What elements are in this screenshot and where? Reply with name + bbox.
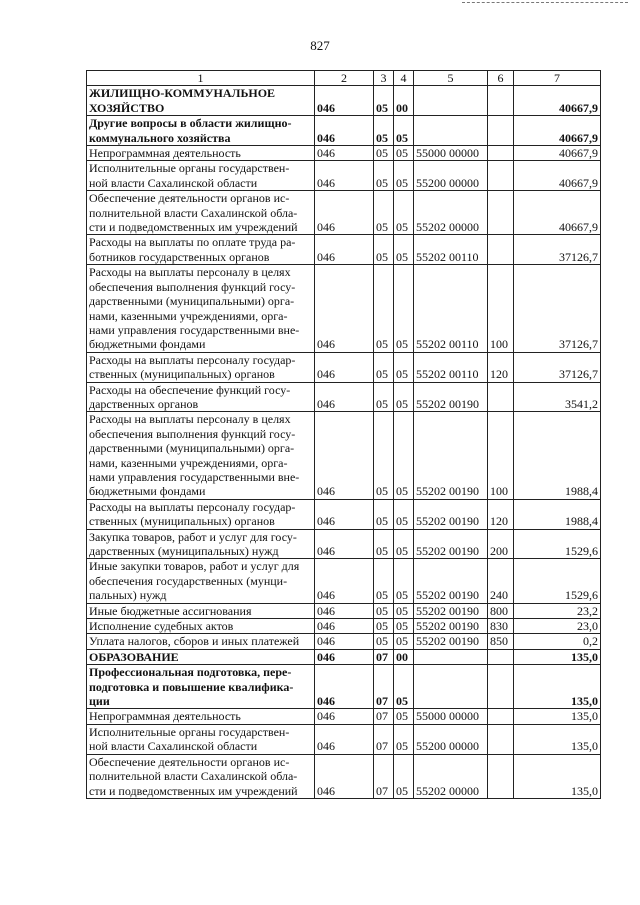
amount: 0,2: [514, 634, 601, 649]
target-article-code: 55202 00110: [414, 352, 488, 382]
row-name: [87, 235, 315, 265]
row-name-line: Расходы на выплаты персоналу в целях: [89, 265, 291, 280]
amount: 1529,6: [514, 559, 601, 603]
ministry-code: 046: [315, 603, 374, 618]
amount: 37126,7: [514, 352, 601, 382]
table-row: [87, 235, 601, 265]
row-name: [87, 709, 315, 724]
subsection-code: 05: [394, 603, 414, 618]
section-code: 05: [374, 529, 394, 559]
target-article-code: 55202 00190: [414, 619, 488, 634]
row-name-line: Непрограммная деятельность: [89, 146, 241, 161]
row-name: [87, 603, 315, 618]
row-name: [87, 665, 315, 709]
row-name-line: сти и подведомственных им учреждений: [89, 220, 298, 235]
section-code: 05: [374, 603, 394, 618]
row-name: [87, 161, 315, 191]
target-article-code: 55202 00190: [414, 529, 488, 559]
section-code: 05: [374, 382, 394, 412]
row-name-line: Расходы на выплаты персоналу государ-: [89, 352, 296, 367]
section-code: 05: [374, 412, 394, 499]
section-code: 05: [374, 619, 394, 634]
row-name-line: Расходы на выплаты персоналу в целях: [89, 412, 291, 427]
row-name-line: подготовка и повышение квалифика-: [89, 679, 294, 694]
ministry-code: 046: [315, 161, 374, 191]
table-row: [87, 499, 601, 529]
row-name: [87, 559, 315, 603]
ministry-code: 046: [315, 86, 374, 116]
row-name-line: бюджетными фондами: [89, 337, 206, 352]
expense-type-code: [488, 86, 514, 116]
row-name: [87, 724, 315, 754]
subsection-code: 05: [394, 352, 414, 382]
row-name-line: Профессиональная подготовка, пере-: [89, 665, 292, 680]
column-numbers-row: [87, 71, 601, 86]
target-article-code: 55202 00000: [414, 191, 488, 235]
section-code: 05: [374, 116, 394, 146]
amount: 23,2: [514, 603, 601, 618]
subsection-code: 05: [394, 412, 414, 499]
row-name: [87, 619, 315, 634]
subsection-code: 05: [394, 559, 414, 603]
row-name-line: Другие вопросы в области жилищно-: [89, 116, 292, 131]
table-row: [87, 86, 601, 116]
row-name-line: ной власти Сахалинской области: [89, 739, 258, 754]
row-name-line: дарственными (муниципальными) орга-: [89, 441, 295, 456]
row-name-line: Обеспечение деятельности органов ис-: [89, 191, 290, 206]
ministry-code: 046: [315, 665, 374, 709]
ministry-code: 046: [315, 352, 374, 382]
target-article-code: 55202 00110: [414, 235, 488, 265]
row-name-line: Иные закупки товаров, работ и услуг для: [89, 559, 300, 574]
expense-type-code: [488, 724, 514, 754]
amount: 135,0: [514, 665, 601, 709]
ministry-code: 046: [315, 649, 374, 664]
row-name-line: коммунального хозяйства: [89, 130, 231, 145]
ministry-code: 046: [315, 709, 374, 724]
top-rule: [462, 2, 628, 3]
row-name: [87, 352, 315, 382]
ministry-code: 046: [315, 265, 374, 352]
row-name-line: Обеспечение деятельности органов ис-: [89, 754, 290, 769]
column-number: 5: [414, 71, 488, 86]
row-name-line: Исполнительные органы государствен-: [89, 724, 290, 739]
target-article-code: 55202 00190: [414, 559, 488, 603]
subsection-code: 05: [394, 754, 414, 798]
section-code: 05: [374, 499, 394, 529]
amount: 40667,9: [514, 191, 601, 235]
target-article-code: 55202 00190: [414, 412, 488, 499]
target-article-code: 55202 00190: [414, 382, 488, 412]
expense-type-code: [488, 382, 514, 412]
target-article-code: [414, 649, 488, 664]
column-number: 1: [87, 71, 315, 86]
amount: 135,0: [514, 709, 601, 724]
row-name-line: Уплата налогов, сборов и иных платежей: [89, 634, 300, 649]
column-number: 4: [394, 71, 414, 86]
row-name: [87, 649, 315, 664]
amount: 40667,9: [514, 116, 601, 146]
ministry-code: 046: [315, 754, 374, 798]
expense-type-code: [488, 754, 514, 798]
section-code: 05: [374, 235, 394, 265]
row-name: [87, 86, 315, 116]
row-name-line: ботников государственных органов: [89, 249, 270, 264]
table-row: [87, 724, 601, 754]
ministry-code: 046: [315, 382, 374, 412]
row-name: [87, 265, 315, 352]
subsection-code: 05: [394, 382, 414, 412]
ministry-code: 046: [315, 529, 374, 559]
subsection-code: 05: [394, 265, 414, 352]
subsection-code: 05: [394, 634, 414, 649]
amount: 135,0: [514, 724, 601, 754]
expense-type-code: 200: [488, 529, 514, 559]
row-name: [87, 116, 315, 146]
table-row: [87, 265, 601, 352]
target-article-code: 55000 00000: [414, 709, 488, 724]
row-name-line: обеспечения выполнения функций госу-: [89, 426, 296, 441]
budget-table: [86, 70, 601, 799]
table-row: [87, 619, 601, 634]
row-name-line: ции: [89, 694, 110, 709]
target-article-code: 55202 00190: [414, 499, 488, 529]
table-row: [87, 352, 601, 382]
expense-type-code: 800: [488, 603, 514, 618]
row-name-line: полнительной власти Сахалинской обла-: [89, 769, 298, 784]
expense-type-code: [488, 709, 514, 724]
target-article-code: 55200 00000: [414, 724, 488, 754]
expense-type-code: [488, 649, 514, 664]
amount: 40667,9: [514, 161, 601, 191]
section-code: 07: [374, 665, 394, 709]
subsection-code: 05: [394, 529, 414, 559]
ministry-code: 046: [315, 634, 374, 649]
page-number: 827: [310, 38, 330, 53]
ministry-code: 046: [315, 724, 374, 754]
row-name-line: Исполнительные органы государствен-: [89, 161, 290, 176]
subsection-code: 05: [394, 146, 414, 161]
row-name-line: Расходы на выплаты по оплате труда ра-: [89, 235, 296, 250]
row-name: [87, 529, 315, 559]
subsection-code: 05: [394, 116, 414, 146]
ministry-code: 046: [315, 559, 374, 603]
row-name-line: нами управления государственными вне-: [89, 469, 300, 484]
subsection-code: 05: [394, 665, 414, 709]
target-article-code: [414, 116, 488, 146]
row-name-line: Иные бюджетные ассигнования: [89, 603, 252, 618]
row-name: [87, 191, 315, 235]
row-name-line: ственных (муниципальных) органов: [89, 514, 275, 529]
row-name: [87, 382, 315, 412]
target-article-code: 55202 00000: [414, 754, 488, 798]
amount: 37126,7: [514, 265, 601, 352]
row-name-line: ственных (муниципальных) органов: [89, 367, 275, 382]
amount: 1529,6: [514, 529, 601, 559]
subsection-code: 05: [394, 499, 414, 529]
section-code: 05: [374, 146, 394, 161]
row-name: [87, 146, 315, 161]
amount: 135,0: [514, 754, 601, 798]
subsection-code: 05: [394, 235, 414, 265]
row-name-line: дарственных органов: [89, 396, 199, 411]
subsection-code: 05: [394, 724, 414, 754]
expense-type-code: 100: [488, 412, 514, 499]
row-name: [87, 754, 315, 798]
table-row: [87, 529, 601, 559]
section-code: 07: [374, 709, 394, 724]
expense-type-code: 120: [488, 499, 514, 529]
row-name-line: Расходы на обеспечение функций госу-: [89, 382, 291, 397]
target-article-code: 55202 00110: [414, 265, 488, 352]
row-name-line: обеспечения выполнения функций госу-: [89, 279, 296, 294]
amount: 1988,4: [514, 412, 601, 499]
row-name-line: дарственных (муниципальных) нужд: [89, 544, 279, 558]
expense-type-code: [488, 146, 514, 161]
expense-type-code: 100: [488, 265, 514, 352]
row-name-line: дарственными (муниципальными) орга-: [89, 294, 295, 309]
target-article-code: 55202 00190: [414, 634, 488, 649]
ministry-code: 046: [315, 146, 374, 161]
table-row: [87, 191, 601, 235]
target-article-code: 55202 00190: [414, 603, 488, 618]
amount: 40667,9: [514, 86, 601, 116]
expense-type-code: [488, 235, 514, 265]
amount: 23,0: [514, 619, 601, 634]
expense-type-code: [488, 161, 514, 191]
column-number: 3: [374, 71, 394, 86]
column-number: 2: [315, 71, 374, 86]
row-name-line: ной власти Сахалинской области: [89, 175, 258, 190]
table-row: [87, 146, 601, 161]
row-name-line: пальных) нужд: [89, 588, 167, 603]
section-code: 05: [374, 161, 394, 191]
subsection-code: 05: [394, 709, 414, 724]
expense-type-code: 830: [488, 619, 514, 634]
subsection-code: 05: [394, 619, 414, 634]
subsection-code: 00: [394, 86, 414, 116]
ministry-code: 046: [315, 499, 374, 529]
section-code: 05: [374, 634, 394, 649]
row-name-line: Непрограммная деятельность: [89, 709, 241, 724]
expense-type-code: [488, 191, 514, 235]
section-code: 07: [374, 724, 394, 754]
section-code: 05: [374, 86, 394, 116]
subsection-code: 00: [394, 649, 414, 664]
amount: 1988,4: [514, 499, 601, 529]
amount: 135,0: [514, 649, 601, 664]
table-row: [87, 649, 601, 664]
expense-type-code: 850: [488, 634, 514, 649]
expense-type-code: 240: [488, 559, 514, 603]
ministry-code: 046: [315, 116, 374, 146]
column-number: 7: [514, 71, 601, 86]
table-row: [87, 559, 601, 603]
section-code: 05: [374, 352, 394, 382]
expense-type-code: [488, 665, 514, 709]
row-name: [87, 412, 315, 499]
row-name-line: нами, казенными учреждениями, орга-: [89, 455, 288, 470]
table-row: [87, 603, 601, 618]
row-name-line: полнительной власти Сахалинской обла-: [89, 205, 298, 220]
amount: 40667,9: [514, 146, 601, 161]
subsection-code: 05: [394, 191, 414, 235]
table-row: [87, 161, 601, 191]
target-article-code: 55000 00000: [414, 146, 488, 161]
row-name-line: ЖИЛИЩНО-КОММУНАЛЬНОЕ: [89, 86, 276, 101]
row-name: [87, 634, 315, 649]
row-name-line: ХОЗЯЙСТВО: [89, 100, 165, 115]
row-name-line: нами управления государственными вне-: [89, 322, 300, 337]
target-article-code: 55200 00000: [414, 161, 488, 191]
table-row: [87, 754, 601, 798]
table-row: [87, 412, 601, 499]
subsection-code: 05: [394, 161, 414, 191]
column-number: 6: [488, 71, 514, 86]
ministry-code: 046: [315, 235, 374, 265]
row-name-line: Исполнение судебных актов: [89, 619, 234, 634]
row-name-line: сти и подведомственных им учреждений: [89, 783, 298, 798]
section-code: 05: [374, 265, 394, 352]
expense-type-code: [488, 116, 514, 146]
table-row: [87, 709, 601, 724]
target-article-code: [414, 665, 488, 709]
target-article-code: [414, 86, 488, 116]
table-row: [87, 665, 601, 709]
section-code: 05: [374, 191, 394, 235]
expense-type-code: 120: [488, 352, 514, 382]
table-row: [87, 116, 601, 146]
row-name-line: нами, казенными учреждениями, орга-: [89, 308, 288, 323]
row-name-line: обеспечения государственных (мунци-: [89, 573, 288, 588]
table-row: [87, 382, 601, 412]
amount: 3541,2: [514, 382, 601, 412]
row-name-line: Расходы на выплаты персоналу государ-: [89, 499, 296, 514]
section-code: 07: [374, 649, 394, 664]
row-name: [87, 499, 315, 529]
section-code: 07: [374, 754, 394, 798]
budget-table-body: [87, 71, 601, 799]
section-code: 05: [374, 559, 394, 603]
row-name-line: Закупка товаров, работ и услуг для госу-: [89, 529, 297, 544]
amount: 37126,7: [514, 235, 601, 265]
table-row: [87, 634, 601, 649]
row-name-line: бюджетными фондами: [89, 484, 206, 499]
ministry-code: 046: [315, 191, 374, 235]
row-name-line: ОБРАЗОВАНИЕ: [89, 649, 179, 664]
ministry-code: 046: [315, 619, 374, 634]
ministry-code: 046: [315, 412, 374, 499]
